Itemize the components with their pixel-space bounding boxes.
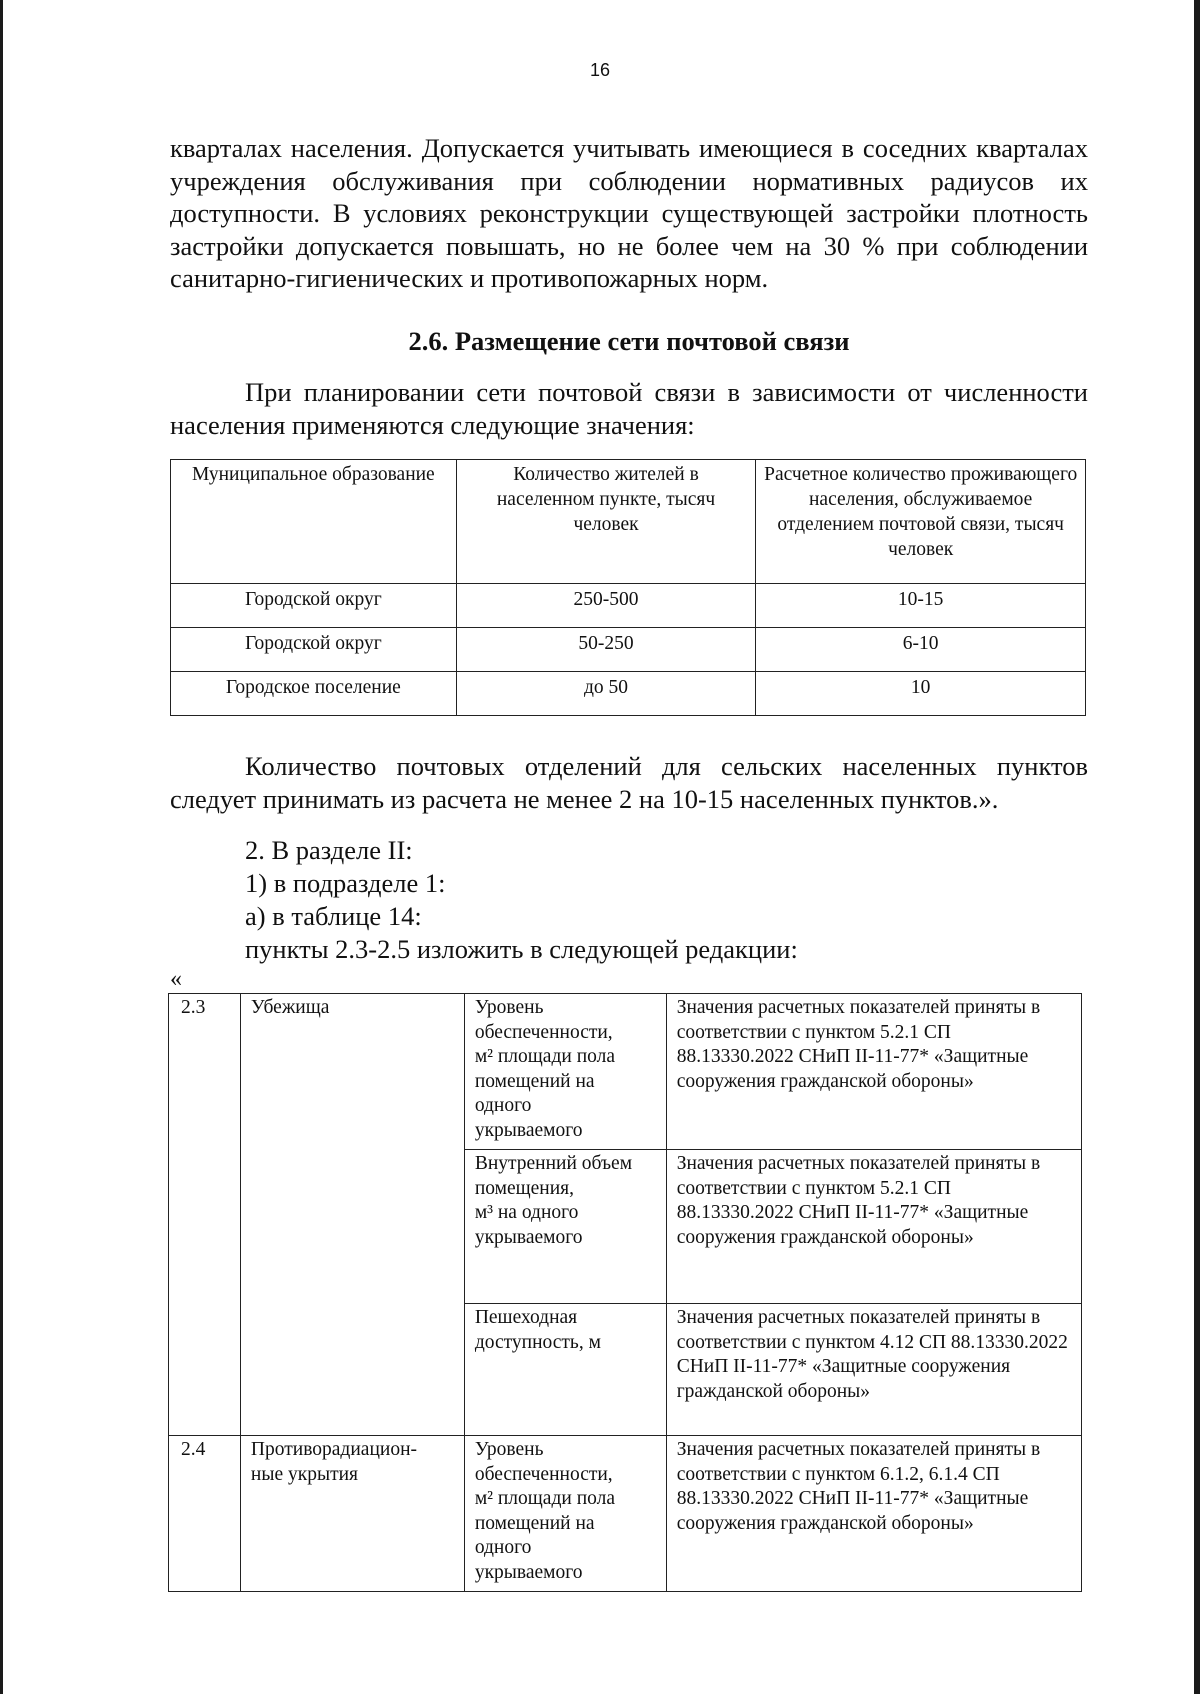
amendment-items <box>245 834 798 966</box>
table-row <box>171 672 1086 716</box>
rural-paragraph <box>170 750 1088 815</box>
row-name: Противорадиацион- ные укрытия <box>240 1436 464 1592</box>
table-header-row <box>171 460 1086 584</box>
amendment-item: 2. В разделе II: <box>245 835 413 865</box>
row-name: Убежища <box>240 994 464 1436</box>
scan-right-edge <box>1194 0 1200 1694</box>
table-row <box>171 628 1086 672</box>
shelter-table <box>168 993 1082 1592</box>
page-number: 16 <box>589 60 611 80</box>
table-row <box>169 994 1082 1150</box>
value-cell: Значения расчетных показателей приняты в соответствии с пунктом 6.1.2, 6.1.4 СП 88.13330.2022 СНиП II-11-77* «Защитные сооружения гражданской обороны» <box>666 1436 1081 1592</box>
amendment-item: а) в таблице 14: <box>245 901 422 931</box>
planning-paragraph <box>170 376 1088 441</box>
scan-left-edge <box>0 0 3 1694</box>
value-cell: Значения расчетных показателей приняты в соответствии с пунктом 4.12 СП 88.13330.2022 СНиП II-11-77* «Защитные сооружения гражданской обороны» <box>666 1304 1081 1436</box>
cell-residents: до 50 <box>456 672 756 716</box>
value-cell: Значения расчетных показателей приняты в соответствии с пунктом 5.2.1 СП 88.13330.2022 СНиП II-11-77* «Защитные сооружения гражданской обороны» <box>666 1150 1081 1304</box>
cell-residents: 50-250 <box>456 628 756 672</box>
amendment-item: пункты 2.3-2.5 изложить в следующей редакции: <box>245 934 798 964</box>
row-number: 2.4 <box>169 1436 241 1592</box>
cell-municipality: Городской округ <box>171 584 457 628</box>
indicator-cell: Внутренний объем помещения, м³ на одного укрываемого <box>464 1150 666 1304</box>
table-row <box>169 1436 1082 1592</box>
intro-paragraph-text: кварталах населения. Допускается учитывать имеющиеся в соседних кварталах учреждения обслуживания при соблюдении нормативных радиусов их доступности. В условиях реконструкции существующей застройки плотность застройки допускается повышать, но не более чем на 30 % при соблюдении санитарно-гигиенических и противопожарных норм. <box>170 133 1088 293</box>
section-heading: 2.6. Размещение сети почтовой связи <box>408 326 850 356</box>
planning-paragraph-text: При планировании сети почтовой связи в зависимости от численности населения применяются следующие значения: <box>170 377 1088 440</box>
indicator-cell: Уровень обеспеченности, м² площади пола помещений на одного укрываемого <box>464 1436 666 1592</box>
intro-paragraph <box>170 132 1088 295</box>
header-municipality: Муниципальное образование <box>171 460 457 584</box>
amendment-item: 1) в подразделе 1: <box>245 868 446 898</box>
value-cell: Значения расчетных показателей приняты в соответствии с пунктом 5.2.1 СП 88.13330.2022 СНиП II-11-77* «Защитные сооружения гражданской обороны» <box>666 994 1081 1150</box>
indicator-cell: Пешеходная доступность, м <box>464 1304 666 1436</box>
cell-residents: 250-500 <box>456 584 756 628</box>
cell-municipality: Городской округ <box>171 628 457 672</box>
indicator-cell: Уровень обеспеченности, м² площади пола помещений на одного укрываемого <box>464 994 666 1150</box>
cell-served-population: 6-10 <box>756 628 1086 672</box>
rural-paragraph-text: Количество почтовых отделений для сельских населенных пунктов следует принимать из расчета не менее 2 на 10-15 населенных пунктов.». <box>170 751 1088 814</box>
cell-municipality: Городское поселение <box>171 672 457 716</box>
opening-quote: « <box>170 966 182 992</box>
post-network-table <box>170 459 1086 716</box>
header-served-population: Расчетное количество проживающего населения, обслуживаемое отделением почтовой связи, тысяч человек <box>756 460 1086 584</box>
table-row <box>171 584 1086 628</box>
cell-served-population: 10-15 <box>756 584 1086 628</box>
row-number: 2.3 <box>169 994 241 1436</box>
cell-served-population: 10 <box>756 672 1086 716</box>
header-residents: Количество жителей в населенном пункте, тысяч человек <box>456 460 756 584</box>
